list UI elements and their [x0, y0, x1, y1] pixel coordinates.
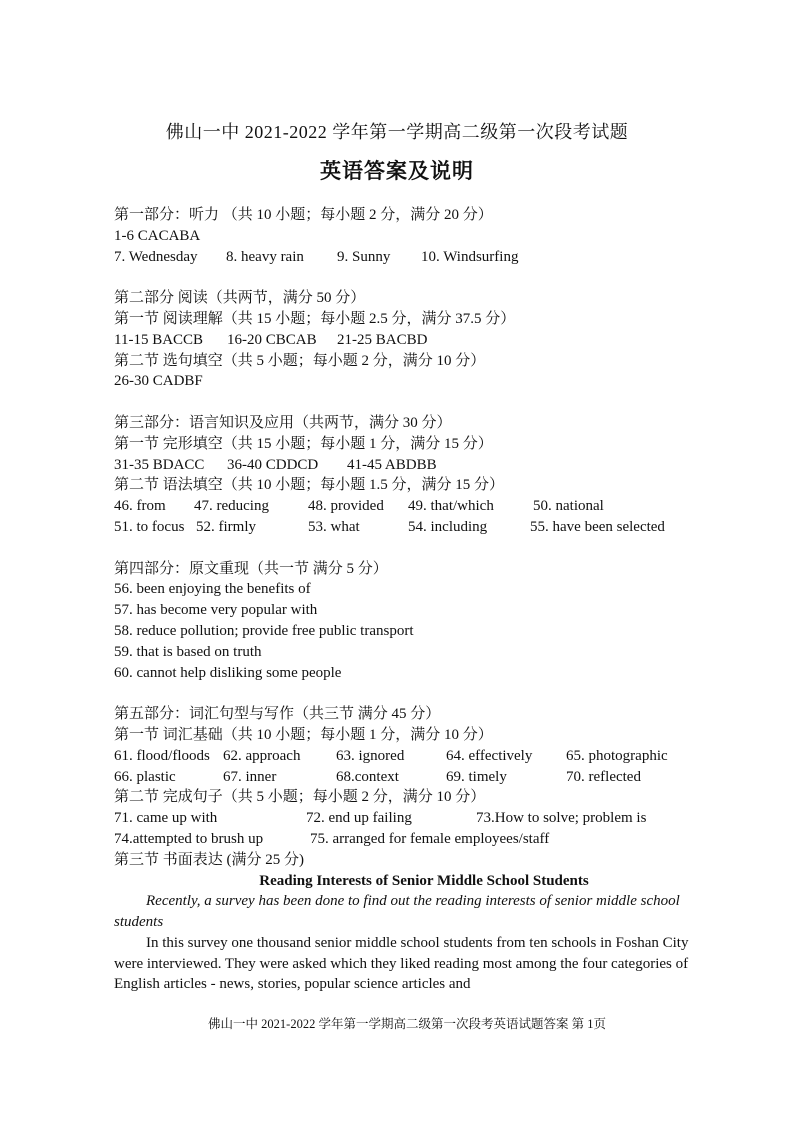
- part5-sec3-heading: 第三节 书面表达 (满分 25 分): [114, 851, 304, 868]
- part2-heading: 第二部分 阅读（共两节，满分 50 分）: [114, 290, 366, 307]
- part5-sec2-row1: [114, 808, 694, 829]
- answer-41-45: 41-45 ABDBB: [347, 456, 437, 473]
- answer-56: 56. been enjoying the benefits of: [114, 581, 311, 598]
- answer-62: 62. approach: [223, 747, 301, 764]
- part5-sec2-heading: 第二节 完成句子（共 5 小题；每小题 2 分，满分 10 分）: [114, 789, 486, 806]
- answer-53: 53. what: [308, 518, 360, 535]
- spacer: [114, 267, 694, 288]
- answer-71: 71. came up with: [114, 810, 218, 827]
- part5-heading: 第五部分：词汇句型与写作（共三节 满分 45 分）: [114, 706, 441, 723]
- answer-63: 63. ignored: [336, 747, 405, 764]
- page-title: 佛山一中 2021-2022 学年第一学期高二级第一次段考试题: [165, 122, 629, 142]
- answer-9: 9. Sunny: [337, 248, 391, 265]
- answer-72: 72. end up failing: [306, 810, 412, 827]
- spacer: [114, 392, 694, 413]
- answer-64: 64. effectively: [446, 747, 533, 764]
- essay-title: Reading Interests of Senior Middle School Students: [259, 872, 589, 889]
- answer-69: 69. timely: [446, 768, 507, 785]
- answer-58: 58. reduce pollution; provide free public transport: [114, 622, 414, 639]
- part1-answers-7-10: [114, 247, 694, 268]
- answer-content: [114, 205, 694, 995]
- answer-47: 47. reducing: [194, 498, 269, 515]
- answer-67: 67. inner: [223, 768, 277, 785]
- answer-57: 57. has become very popular with: [114, 602, 318, 619]
- part3-heading: 第三部分：语言知识及应用（共两节，满分 30 分）: [114, 414, 452, 431]
- answer-66: 66. plastic: [114, 768, 176, 785]
- part3-sec2-heading: 第二节 语法填空（共 10 小题；每小题 1.5 分，满分 15 分）: [114, 477, 505, 494]
- part5-sec1-row1: [114, 746, 694, 767]
- part1-heading: 第一部分：听力 （共 10 小题；每小题 2 分，满分 20 分）: [114, 207, 493, 223]
- answer-60: 60. cannot help disliking some people: [114, 664, 342, 681]
- answer-74: 74.attempted to brush up: [114, 830, 264, 847]
- answer-31-35: 31-35 BDACC: [114, 456, 205, 473]
- answer-11-15: 11-15 BACCB: [114, 331, 204, 348]
- answer-10: 10. Windsurfing: [421, 248, 519, 265]
- answer-65: 65. photographic: [566, 747, 668, 764]
- part5-sec1-row2: [114, 767, 694, 788]
- answer-49: 49. that/which: [408, 498, 494, 515]
- spacer: [114, 683, 694, 704]
- essay-body: In this survey one thousand senior middle school students from ten schools in Foshan City were interviewed. They were asked which they liked reading most among the four categories of English articles - news, stories, popular science articles and: [114, 934, 689, 993]
- part2-sec1-heading: 第一节 阅读理解（共 15 小题；每小题 2.5 分，满分 37.5 分）: [114, 310, 516, 327]
- answer-8: 8. heavy rain: [226, 248, 304, 265]
- answer-68: 68.context: [336, 768, 399, 785]
- part5-sec2-row2: [114, 829, 694, 850]
- page-footer: 佛山一中 2021-2022 学年第一学期高二级第一次段考英语试题答案 第 1页: [208, 1017, 606, 1031]
- part3-sec1-answers: [114, 455, 694, 476]
- answer-21-25: 21-25 BACBD: [337, 331, 428, 348]
- answer-51: 51. to focus: [114, 518, 185, 535]
- answer-59: 59. that is based on truth: [114, 643, 262, 660]
- answer-16-20: 16-20 CBCAB: [227, 331, 317, 348]
- answer-50: 50. national: [533, 498, 604, 515]
- part4-heading: 第四部分：原文重现（共一节 满分 5 分）: [114, 560, 388, 577]
- answer-48: 48. provided: [308, 498, 384, 515]
- answer-73: 73.How to solve; problem is: [476, 810, 647, 827]
- part1-answers-1-6: 1-6 CACABA: [114, 227, 201, 244]
- answer-55: 55. have been selected: [530, 518, 665, 535]
- spacer: [114, 538, 694, 559]
- answer-75: 75. arranged for female employees/staff: [310, 830, 550, 847]
- answer-46: 46. from: [114, 498, 166, 515]
- answer-61: 61. flood/floods: [114, 747, 210, 764]
- answer-7: 7. Wednesday: [114, 248, 198, 265]
- answer-70: 70. reflected: [566, 768, 641, 785]
- part5-sec1-heading: 第一节 词汇基础（共 10 小题；每小题 1 分，满分 10 分）: [114, 726, 493, 743]
- part2-sec2-answers: 26-30 CADBF: [114, 373, 203, 390]
- answer-52: 52. firmly: [196, 518, 256, 535]
- page-subtitle: 英语答案及说明: [320, 159, 474, 183]
- part3-sec2-row1: [114, 496, 694, 517]
- part3-sec2-row2: [114, 517, 694, 538]
- part3-sec1-heading: 第一节 完形填空（共 15 小题；每小题 1 分，满分 15 分）: [114, 435, 493, 452]
- essay-intro: Recently, a survey has been done to find out the reading interests of senior middle school students: [114, 893, 680, 931]
- part2-sec2-heading: 第二节 选句填空（共 5 小题；每小题 2 分，满分 10 分）: [114, 352, 486, 369]
- part2-sec1-answers: [114, 330, 694, 351]
- answer-54: 54. including: [408, 518, 488, 535]
- answer-36-40: 36-40 CDDCD: [227, 456, 319, 473]
